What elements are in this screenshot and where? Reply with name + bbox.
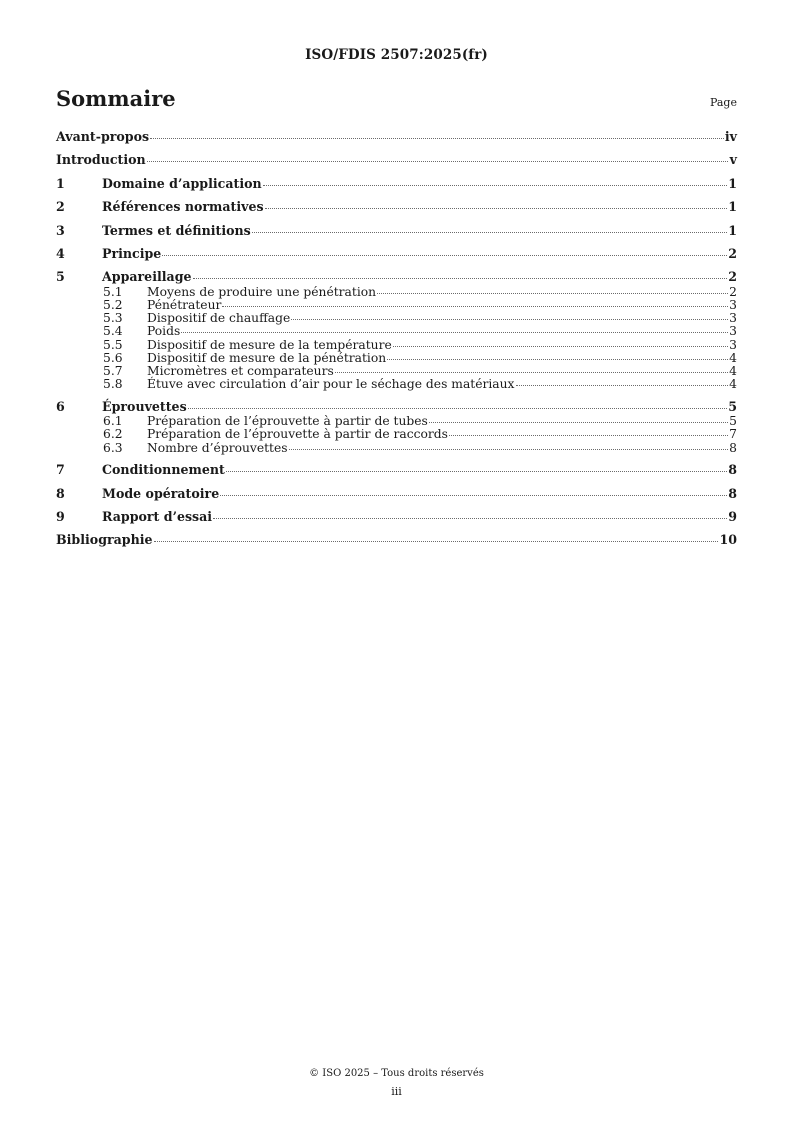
toc-subentry[interactable] — [103, 352, 737, 365]
toc-subentry-number: 5.6 — [103, 350, 123, 365]
toc-entry-label: Principe — [102, 245, 162, 261]
toc-entry-page: 8 — [728, 462, 737, 478]
dot-leader — [263, 184, 728, 186]
dot-leader — [162, 254, 727, 256]
toc-entry-number: 3 — [56, 222, 65, 238]
toc-entry-label: Introduction — [56, 152, 146, 168]
toc-entry[interactable] — [56, 268, 737, 285]
toc-subentry-label: Dispositif de mesure de la température — [147, 337, 392, 352]
dot-leader — [226, 470, 727, 472]
toc-entry-label: Appareillage — [102, 269, 192, 285]
toc-subentry[interactable] — [103, 442, 737, 455]
toc-entry-number: 9 — [56, 508, 65, 524]
toc-subentry-number: 5.2 — [103, 297, 123, 312]
toc-entry-page: 1 — [728, 175, 737, 191]
toc-entry-label: Domaine d’application — [102, 175, 262, 191]
toc-subentry-number: 5.5 — [103, 337, 123, 352]
toc-subentry-number: 5.8 — [103, 377, 123, 392]
toc-entry[interactable] — [56, 175, 737, 192]
toc-entry-page: 2 — [728, 245, 737, 261]
toc-subentry-number: 5.1 — [103, 284, 123, 299]
toc-subentry-label: Étuve avec circulation d’air pour le séchage des matériaux — [147, 377, 515, 392]
toc-subentry-page: 4 — [729, 350, 737, 365]
toc-subentry-page: 5 — [729, 414, 737, 429]
dot-leader — [147, 160, 728, 162]
toc-entry-number: 6 — [56, 398, 65, 414]
toc-subentry-number: 5.4 — [103, 324, 123, 339]
toc-title: Sommaire — [56, 86, 176, 111]
toc-subentry-number: 6.2 — [103, 427, 123, 442]
toc-subentry-page: 4 — [729, 363, 737, 378]
dot-leader — [220, 494, 727, 496]
copyright-notice: © ISO 2025 – Tous droits réservés — [309, 1068, 484, 1079]
toc-entry-label: Bibliographie — [56, 532, 153, 548]
dot-leader — [222, 305, 728, 307]
toc-subentry-label: Micromètres et comparateurs — [147, 363, 334, 378]
toc-entry[interactable] — [56, 398, 737, 415]
toc-entry-page: v — [729, 152, 737, 168]
dot-leader — [154, 540, 719, 542]
dot-leader — [377, 292, 728, 294]
dot-leader — [181, 331, 728, 333]
toc-entry-label: Éprouvettes — [102, 398, 187, 414]
toc-entry-label: Mode opératoire — [102, 485, 220, 501]
dot-leader — [150, 137, 724, 139]
toc-entry-label: Rapport d’essai — [102, 508, 213, 524]
toc-entry[interactable] — [56, 128, 737, 145]
toc-subentry[interactable] — [103, 339, 737, 352]
toc-entry-number: 2 — [56, 199, 65, 215]
toc-entry-number: 1 — [56, 175, 65, 191]
dot-leader — [188, 407, 728, 409]
toc-entry-page: iv — [724, 129, 737, 144]
toc-entry-page: 10 — [719, 532, 737, 548]
toc-entry-page: 5 — [728, 398, 737, 414]
dot-leader — [516, 384, 729, 386]
toc-entry[interactable] — [56, 508, 737, 525]
toc-subentry[interactable] — [103, 312, 737, 325]
toc-entry-label: Termes et définitions — [102, 222, 251, 238]
toc-entry[interactable] — [56, 485, 737, 502]
document-id-header: ISO/FDIS 2507:2025(fr) — [305, 47, 488, 63]
toc-subentry[interactable] — [103, 428, 737, 441]
toc-entry-page: 1 — [728, 199, 737, 215]
toc-subentry-page: 2 — [729, 284, 737, 299]
dot-leader — [252, 231, 727, 233]
toc-subentry-label: Moyens de produire une pénétration — [147, 284, 377, 299]
toc-subentry-label: Préparation de l’éprouvette à partir de tubes — [147, 414, 428, 429]
page-number: iii — [391, 1085, 402, 1098]
toc-subentry-page: 4 — [729, 377, 737, 392]
dot-leader — [265, 207, 728, 209]
toc-subentry-label: Dispositif de chauffage — [147, 311, 291, 326]
toc-subentry-number: 6.1 — [103, 414, 123, 429]
dot-leader — [387, 358, 728, 360]
toc-subentry-number: 5.3 — [103, 311, 123, 326]
toc-subentry-number: 6.3 — [103, 440, 123, 455]
toc-subentry-label: Dispositif de mesure de la pénétration — [147, 350, 387, 365]
toc-entry-page: 2 — [728, 269, 737, 285]
toc-entry-label: Avant-propos — [56, 129, 150, 144]
toc-entry-page: 9 — [728, 508, 737, 524]
dot-leader — [289, 448, 728, 450]
toc-entry[interactable] — [56, 461, 737, 478]
toc-entry[interactable] — [56, 151, 737, 168]
toc-title-row — [56, 86, 737, 111]
dot-leader — [335, 371, 728, 373]
toc-subentry[interactable] — [103, 378, 737, 391]
toc-entry-label: Références normatives — [102, 199, 264, 215]
toc-subentry-page: 3 — [729, 324, 737, 339]
page-column-label: Page — [709, 96, 737, 109]
toc-subentry-label: Pénétrateur — [147, 297, 222, 312]
toc-subentry-number: 5.7 — [103, 363, 123, 378]
toc-subentry-label: Poids — [147, 324, 181, 339]
toc-entry-label: Conditionnement — [102, 462, 225, 478]
toc-subentry-page: 3 — [729, 297, 737, 312]
dot-leader — [291, 318, 728, 320]
dot-leader — [429, 421, 728, 423]
dot-leader — [213, 517, 727, 519]
dot-leader — [193, 277, 728, 279]
toc-subsection-group — [56, 286, 737, 392]
toc-subentry-page: 7 — [729, 427, 737, 442]
toc-subentry-label: Nombre d’éprouvettes — [147, 440, 288, 455]
toc-entry-number: 8 — [56, 485, 65, 501]
toc-subentry-page: 3 — [729, 337, 737, 352]
toc-subentry[interactable] — [103, 286, 737, 299]
toc-subsection-group — [56, 415, 737, 455]
toc-entry-number: 7 — [56, 462, 65, 478]
toc-entry[interactable] — [56, 245, 737, 262]
toc-entry[interactable] — [56, 531, 737, 548]
toc-subentry-label: Préparation de l’éprouvette à partir de raccords — [147, 427, 448, 442]
toc-entry[interactable] — [56, 198, 737, 215]
toc-entry[interactable] — [56, 222, 737, 239]
toc-entry-number: 4 — [56, 245, 65, 261]
dot-leader — [449, 434, 728, 436]
toc-entry-page: 1 — [728, 222, 737, 238]
toc-subentry[interactable] — [103, 325, 737, 338]
toc-subentry-page: 8 — [729, 440, 737, 455]
toc-entry-page: 8 — [728, 485, 737, 501]
table-of-contents — [56, 128, 737, 555]
toc-subentry-page: 3 — [729, 311, 737, 326]
toc-entry-number: 5 — [56, 269, 65, 285]
dot-leader — [393, 345, 728, 347]
